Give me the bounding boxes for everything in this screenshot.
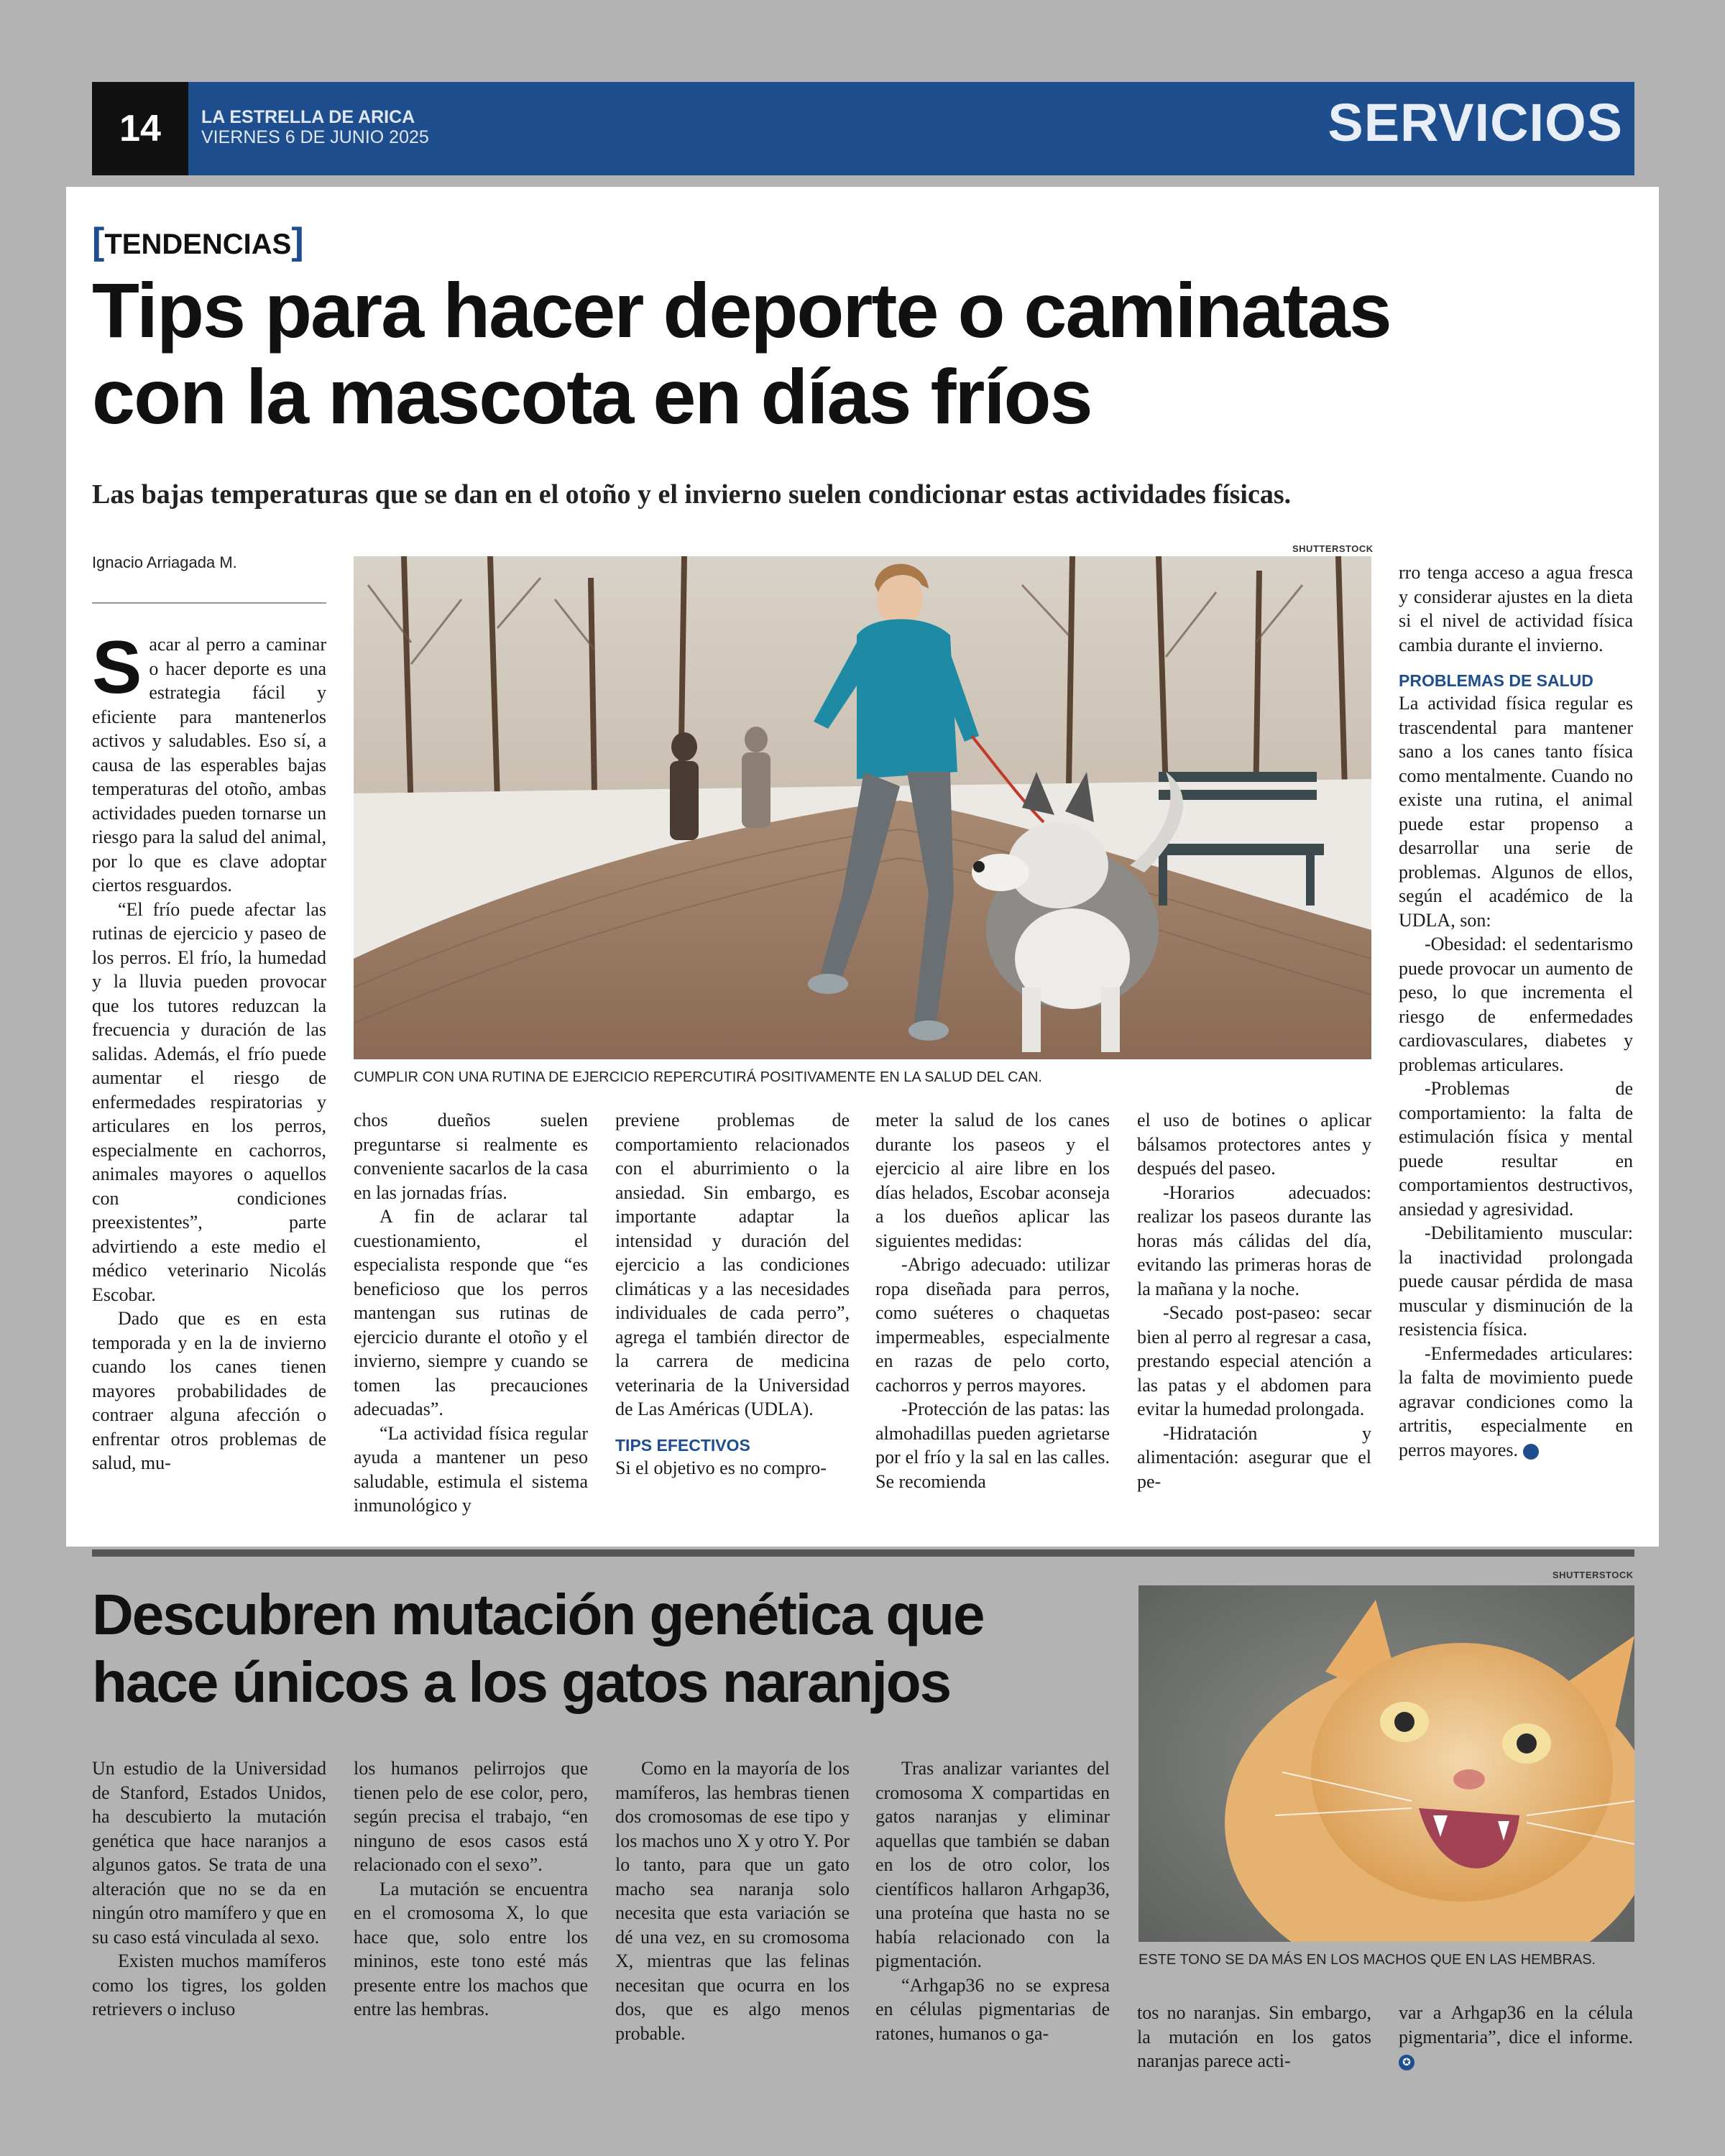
paragraph: La mutación se encuentra en el cromosoma X, lo que hace que, solo entre los mininos, este tono esté más presente entre los machos que entre las hembras. <box>354 1878 588 2019</box>
article2-column-2 <box>354 1756 588 2022</box>
paragraph <box>1399 1342 1633 1462</box>
section-title: SERVICIOS <box>1328 93 1623 152</box>
paragraph: meter la salud de los canes durante los paseos y el ejercicio al aire libre en los días helados, Escobar aconseja a los dueños aplicar las siguientes medidas: <box>875 1110 1110 1251</box>
paragraph: A fin de aclarar tal cuestionamiento, el especialista responde que “es beneficioso que los perros mantengan sus rutinas de ejercicio durante el otoño y el invierno, siempre y cuando se tomen las precauciones adecuadas”. <box>354 1206 588 1419</box>
paragraph-text: -Enfermedades articulares: la falta de movimiento puede agravar condiciones como la artritis, especialmente en perros mayores. <box>1399 1342 1633 1460</box>
paragraph: Un estudio de la Universidad de Stanford, Estados Unidos, ha descubierto la mutación genética que hace naranjos a algunos gatos. Se trata de una alteración que no se da en ningún otro mamífero y que en su caso está vinculada al sexo. <box>92 1758 326 1948</box>
paragraph <box>92 626 326 898</box>
article-column-1 <box>92 626 326 1475</box>
paragraph: previene problemas de comportamiento relacionados con el aburrimiento o la ansiedad. Sin embargo, es importante adaptar la intensidad y duración del ejercicio a las condiciones climáticas y a las necesidades individuales de cada perro”, agrega el también director de la carrera de medicina veterinaria de la Universidad de Las Américas (UDLA). <box>615 1110 850 1419</box>
newspaper-name: LA ESTRELLA DE ARICA <box>201 107 415 127</box>
article2-column-3 <box>615 1756 850 2045</box>
photo-caption: ESTE TONO SE DA MÁS EN LOS MACHOS QUE EN LAS HEMBRAS. <box>1138 1952 1596 1968</box>
paragraph: el uso de botines o aplicar bálsamos protectores antes y después del paseo. <box>1137 1110 1371 1179</box>
paragraph: Si el objetivo es no compro- <box>615 1457 827 1478</box>
paragraph: “La actividad física regular ayuda a mantener un peso saludable, estimula el sistema inmunológico y <box>354 1422 588 1516</box>
paragraph: Como en la mayoría de los mamíferos, las hembras tienen dos cromosomas de ese tipo y los machos uno X y otro Y. Por lo tanto, para que un gato macho sea naranja solo necesita que esta variación se dé una vez, en su cromosoma X, mientras que las felinas necesitan que ocurra en los dos, que es algo menos probable. <box>615 1758 850 2044</box>
article-column-4 <box>875 1108 1110 1493</box>
paragraph: -Debilitamiento muscular: la inactividad prolongada puede causar pérdida de masa muscular y disminución de la resistencia física. <box>1399 1222 1633 1340</box>
article2-column-4 <box>875 1756 1110 2045</box>
headline-line-2: con la mascota en días fríos <box>92 353 1092 440</box>
paragraph: “El frío puede afectar las rutinas de ejercicio y paseo de los perros. El frío, la humedad y la lluvia pueden provocar que los tutores reduzcan la frecuencia y duración de las salidas. Además, el frío puede aumentar el riesgo de enfermedades respiratorias y articulares en los perros, especialmente en cachorros, animales mayores o aquellos con condiciones preexistentes”, parte advirtiendo a este medio el médico veterinario Nicolás Escobar. <box>92 898 326 1305</box>
paragraph: Existen muchos mamíferos como los tigres, los golden retrievers o incluso <box>92 1950 326 2019</box>
byline: Ignacio Arriagada M. <box>92 553 237 571</box>
paragraph: Dado que es en esta temporada y en la de invierno cuando los canes tienen mayores probabilidades de contraer alguna afección o enfrentar otros problemas de salud, mu- <box>92 1308 326 1473</box>
paragraph: -Horarios adecuados: realizar los paseos durante las horas más cálidas del día, evitando las primeras horas de la mañana y la noche. <box>1137 1181 1371 1299</box>
paragraph: -Hidratación y alimentación: asegurar que el pe- <box>1137 1422 1371 1492</box>
article-headline <box>92 267 1601 440</box>
article-column-5 <box>1137 1108 1371 1493</box>
photo-credit: SHUTTERSTOCK <box>1292 543 1374 554</box>
paragraph: “Arhgap36 no se expresa en células pigmentarias de ratones, humanos o ga- <box>875 1974 1110 2044</box>
paragraph: rro tenga acceso a agua fresca y considerar ajustes en la dieta si el nivel de actividad física cambia durante el invierno. <box>1399 562 1633 655</box>
paragraph: los humanos pelirrojos que tienen pelo de ese color, pero, según precisa el trabajo, “en ninguno de esos casos está relacionado con el sexo”. <box>354 1758 588 1875</box>
jogger-with-dog-illustration <box>354 556 1371 1059</box>
end-mark-icon: ✪ <box>1399 2055 1414 2070</box>
page-header <box>92 82 1634 175</box>
paragraph: Tras analizar variantes del cromosoma X compartidas en gatos naranjas y eliminar aquellas que también se daban en los de otro color, los científicos hallaron Arhgap36, una proteína que hasta no se había relacionado con la pigmentación. <box>875 1758 1110 1971</box>
article2-column-6 <box>1399 2001 1633 2073</box>
paragraph: -Abrigo adecuado: utilizar ropa diseñada para perros, como suéteres o chaquetas impermeables, especialmente en razas de pelo corto, cachorros y perros mayores. <box>875 1254 1110 1396</box>
subheading-health: PROBLEMAS DE SALUD <box>1399 671 1593 690</box>
article-column-6 <box>1399 561 1633 1462</box>
headline-line-1: Tips para hacer deporte o caminatas <box>92 267 1391 354</box>
page-number: 14 <box>92 82 188 175</box>
photo-caption: CUMPLIR CON UNA RUTINA DE EJERCICIO REPERCUTIRÁ POSITIVAMENTE EN LA SALUD DEL CAN. <box>354 1069 1042 1085</box>
paragraph <box>1399 2001 1633 2073</box>
article-subtitle: Las bajas temperaturas que se dan en el otoño y el invierno suelen condicionar estas actividades físicas. <box>92 479 1292 510</box>
headline-line-1: Descubren mutación genética que <box>92 1583 984 1646</box>
issue-date: VIERNES 6 DE JUNIO 2025 <box>201 127 429 147</box>
paragraph: -Obesidad: el sedentarismo puede provocar un aumento de peso, lo que incrementa el riesgo de enfermedades cardiovasculares, diabetes y problemas articulares. <box>1399 934 1633 1075</box>
article-column-2 <box>354 1108 588 1518</box>
article2-column-1 <box>92 1756 326 2022</box>
end-mark-icon: ✪ <box>1523 1444 1539 1460</box>
paragraph-text: var a Arhgap36 en la célula pigmentaria”, dice el informe. <box>1399 2002 1633 2047</box>
drop-cap: S <box>92 626 142 709</box>
paragraph: chos dueños suelen preguntarse si realmente es conveniente sacarlos de la casa en las jornadas frías. <box>354 1110 588 1203</box>
section-divider <box>92 1549 1634 1557</box>
article2-headline <box>92 1581 1113 1716</box>
article-column-3 <box>615 1108 850 1480</box>
paragraph: -Problemas de comportamiento: la falta de estimulación física y mental puede resultar en comportamientos destructivos, ansiedad y agresividad. <box>1399 1078 1633 1220</box>
orange-cat-illustration <box>1138 1585 1634 1942</box>
article2-column-5 <box>1137 2001 1371 2073</box>
paragraph-text: acar al perro a caminar o hacer deporte es una estrategia fácil y eficiente para mantenerlos activos y saludables. Eso sí, a causa de las esperables bajas temperaturas del otoño, ambas actividades pueden tornarse un riesgo para la salud del animal, por lo que es clave adoptar ciertos resguardos. <box>92 634 326 895</box>
byline-divider <box>92 602 326 604</box>
bracket-open-icon: [ <box>92 221 105 262</box>
subheading-tips: TIPS EFECTIVOS <box>615 1435 750 1455</box>
paragraph: -Protección de las patas: las almohadillas pueden agrietarse por el frío y la sal en las calles. Se recomienda <box>875 1399 1110 1492</box>
bracket-close-icon: ] <box>291 221 304 262</box>
article-tag <box>92 220 304 263</box>
paragraph: La actividad física regular es trascendental para mantener sano a los canes tanto física como mentalmente. Cuando no existe una rutina, el animal puede estar propenso a desarrollar una serie de problemas. Algunos de ellos, según el académico de la UDLA, son: <box>1399 693 1633 931</box>
article2-photo-orange-cat <box>1138 1585 1634 1942</box>
tag-label: TENDENCIAS <box>104 229 292 260</box>
paragraph: -Secado post-paseo: secar bien al perro al regresar a casa, prestando especial atención a las patas y el abdomen para evitar la humedad prolongada. <box>1137 1302 1371 1419</box>
article-photo-dog-walk <box>354 556 1371 1059</box>
photo-credit: SHUTTERSTOCK <box>1552 1570 1634 1580</box>
paragraph: tos no naranjas. Sin embargo, la mutación en los gatos naranjas parece acti- <box>1137 2002 1371 2071</box>
headline-line-2: hace únicos a los gatos naranjos <box>92 1650 951 1714</box>
